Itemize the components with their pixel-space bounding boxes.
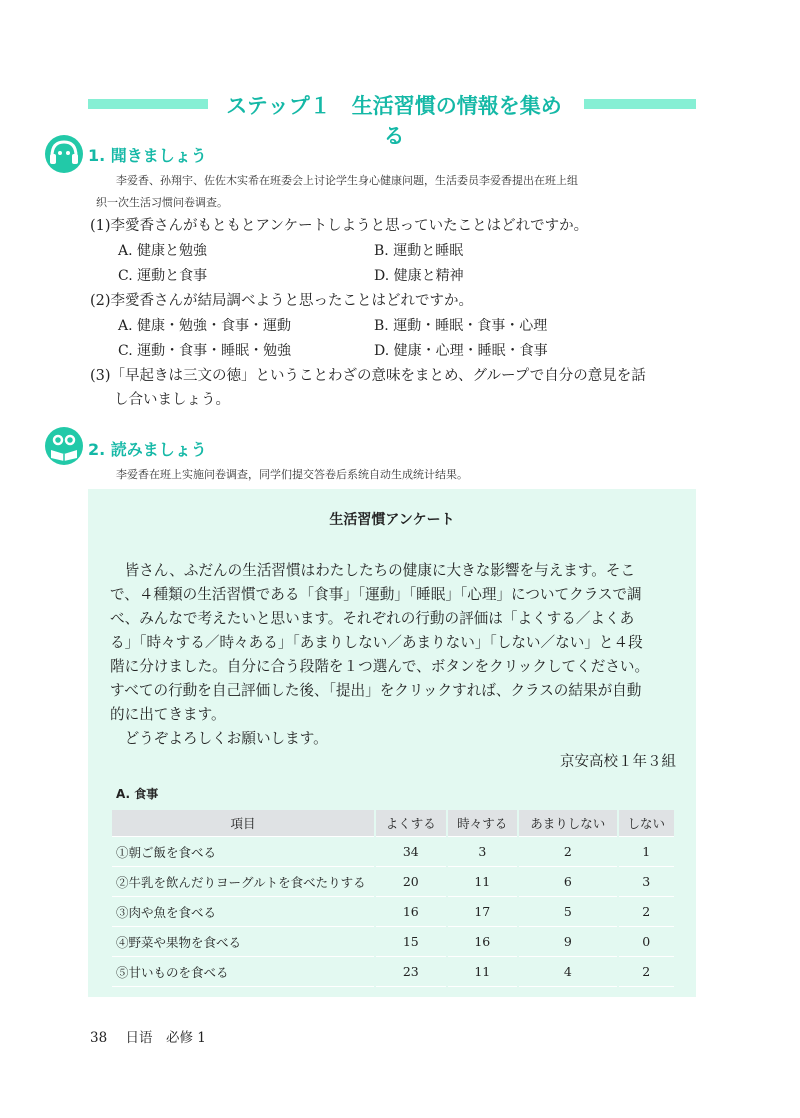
category-label: A. 食事	[116, 787, 159, 801]
survey-panel	[88, 489, 696, 997]
col-header-often: よくする	[375, 810, 447, 837]
listen-intro-line: 织一次生活习惯问卷调查。	[96, 196, 228, 209]
listen-icon	[44, 134, 84, 174]
survey-body-line: すべての行動を自己評価した後、「提出」をクリックすれば、クラスの結果が自動	[110, 682, 642, 699]
cell-never: 2	[618, 957, 674, 987]
survey-body-line: る」「時々する／時々ある」「あまりしない／あまりない」「しない／ない」と４段	[110, 634, 643, 651]
row-item: ⑤甘いものを食べる	[112, 957, 375, 987]
cell-never: 1	[618, 837, 674, 867]
title-bar-left	[88, 99, 208, 109]
col-header-item: 項目	[112, 810, 375, 837]
cell-never: 2	[618, 897, 674, 927]
q2-option-d: D. 健康・心理・睡眠・食事	[374, 343, 548, 359]
cell-often: 20	[375, 867, 447, 897]
col-header-sometimes: 時々する	[447, 810, 519, 837]
cell-often: 16	[375, 897, 447, 927]
survey-results-table	[112, 810, 674, 987]
cell-often: 23	[375, 957, 447, 987]
q2-option-a: A. 健康・勉強・食事・運動	[118, 318, 292, 334]
survey-body-line: どうぞよろしくお願いします。	[110, 730, 328, 747]
cell-sometimes: 3	[447, 837, 519, 867]
read-intro: 李爱香在班上实施问卷调查，同学们提交答卷后系统自动生成统计结果。	[116, 468, 468, 481]
survey-body-line: 階に分けました。自分に合う段階を１つ選んで、ボタンをクリックしてください。	[110, 658, 650, 675]
survey-body-line: べ、みんなで考えたいと思います。それぞれの行動の評価は「よくする／よくあ	[110, 610, 635, 627]
cell-sometimes: 17	[447, 897, 519, 927]
cell-rarely: 4	[518, 957, 617, 987]
col-header-never: しない	[618, 810, 674, 837]
page-title: ステップ１ 生活習慣の情報を集める	[226, 94, 562, 148]
table-row	[112, 897, 674, 927]
section-read-heading: 2. 読みましょう	[88, 440, 207, 459]
cell-rarely: 6	[518, 867, 617, 897]
listen-intro-line: 李爱香、孙翔宇、佐佐木实希在班委会上讨论学生身心健康问题，生活委员李爱香提出在班上组	[116, 174, 578, 187]
row-item: ①朝ご飯を食べる	[112, 837, 375, 867]
page-footer	[90, 1026, 220, 1046]
survey-body-line: 皆さん、ふだんの生活習慣はわたしたちの健康に大きな影響を与えます。そこ	[110, 562, 636, 579]
cell-rarely: 2	[518, 837, 617, 867]
q1-option-d: D. 健康と精神	[374, 268, 464, 284]
cell-rarely: 5	[518, 897, 617, 927]
cell-sometimes: 11	[447, 867, 519, 897]
survey-body-line: で、４種類の生活習慣である「食事」「運動」「睡眠」「心理」についてクラスで調	[110, 586, 642, 603]
q2-option-b: B. 運動・睡眠・食事・心理	[374, 318, 548, 334]
table-row	[112, 837, 674, 867]
q1-option-a: A. 健康と勉強	[118, 243, 208, 259]
q2-option-c: C. 運動・食事・睡眠・勉強	[118, 343, 292, 359]
survey-body-line: 的に出てきます。	[110, 706, 226, 723]
question-2: (2)李愛香さんが結局調べようと思ったことはどれですか。	[90, 293, 474, 309]
table-row	[112, 957, 674, 987]
cell-never: 0	[618, 927, 674, 957]
row-item: ②牛乳を飲んだりヨーグルトを食べたりする	[112, 867, 375, 897]
book-title: 日语 必修 1	[125, 1030, 206, 1046]
section-listen-heading: 1. 聞きましょう	[88, 146, 207, 165]
table-row	[112, 867, 674, 897]
cell-never: 3	[618, 867, 674, 897]
table-row	[112, 927, 674, 957]
cell-rarely: 9	[518, 927, 617, 957]
row-item: ③肉や魚を食べる	[112, 897, 375, 927]
q1-option-b: B. 運動と睡眠	[374, 243, 464, 259]
cell-sometimes: 11	[447, 957, 519, 987]
question-3: (3)「早起きは三文の徳」ということわざの意味をまとめ、グループで自分の意見を話	[90, 368, 646, 384]
cell-sometimes: 16	[447, 927, 519, 957]
cell-often: 34	[375, 837, 447, 867]
col-header-rarely: あまりしない	[518, 810, 617, 837]
survey-signature: 京安高校１年３組	[560, 754, 676, 770]
step-title	[88, 90, 696, 148]
title-bar-right	[584, 99, 696, 109]
question-3-cont: し合いましょう。	[114, 392, 230, 408]
cell-often: 15	[375, 927, 447, 957]
row-item: ④野菜や果物を食べる	[112, 927, 375, 957]
page-number: 38	[90, 1030, 108, 1046]
survey-title: 生活習慣アンケート	[329, 512, 455, 528]
question-1: (1)李愛香さんがもともとアンケートしようと思っていたことはどれですか。	[90, 218, 589, 234]
q1-option-c: C. 運動と食事	[118, 268, 208, 284]
table-header-row	[112, 810, 674, 837]
read-icon	[44, 426, 84, 466]
